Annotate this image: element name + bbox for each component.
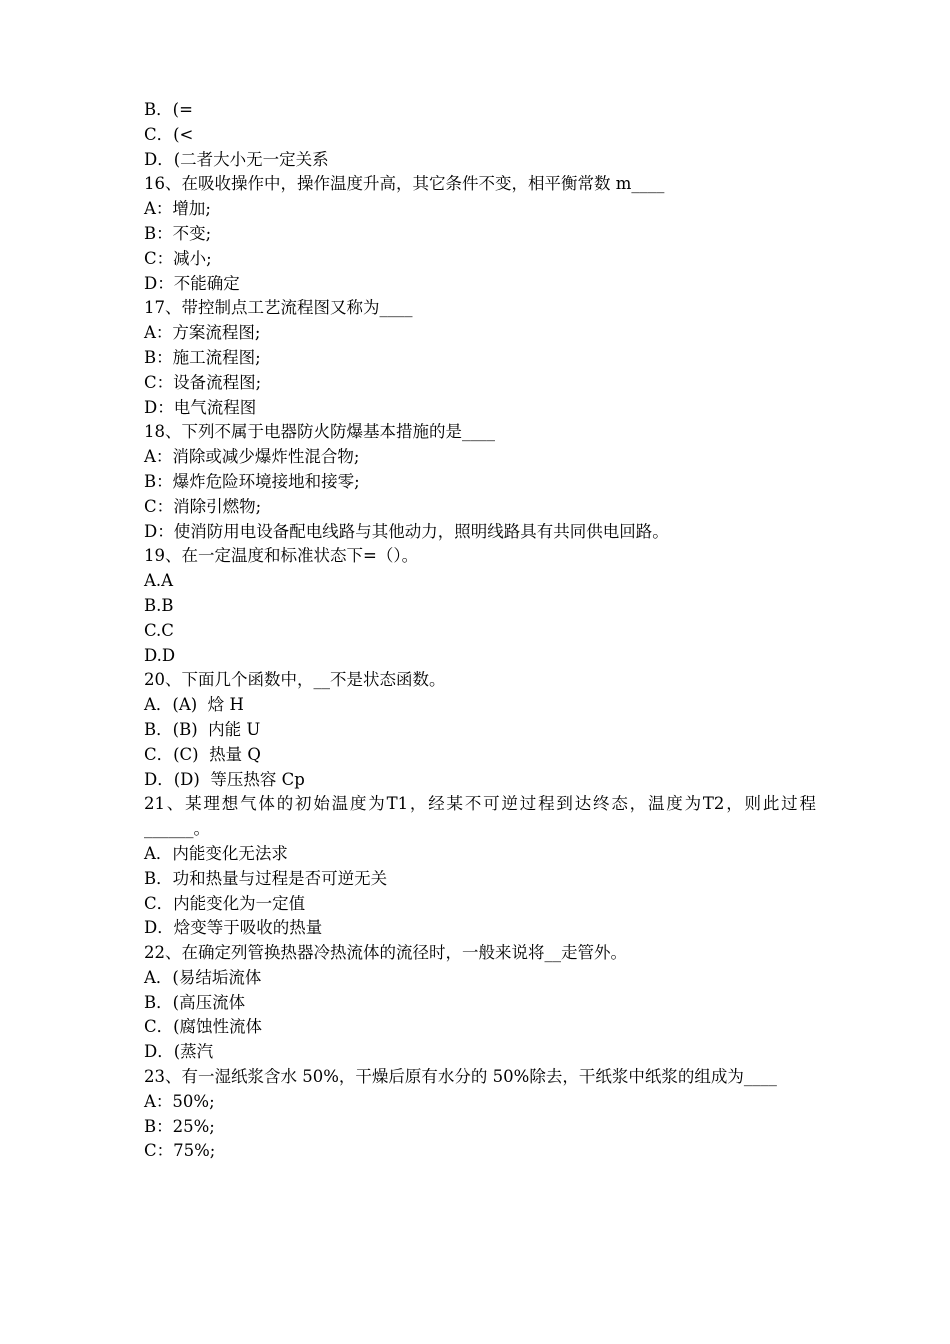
option-b-q15: B．(= — [144, 100, 193, 119]
option-a-q23: A：50%; — [144, 1091, 215, 1111]
option-c-q17: C：设备流程图; — [144, 372, 262, 392]
option-c-q22: C．(腐蚀性流体 — [144, 1017, 263, 1037]
option-b-q17: B：施工流程图; — [144, 347, 261, 367]
question-18: 18、下列不属于电器防火防爆基本措施的是____ — [144, 422, 495, 442]
option-a-q20: A．(A) 焓 H — [144, 695, 244, 715]
option-b-q21: B．功和热量与过程是否可逆无关 — [144, 868, 388, 888]
option-d-q19: D.D — [144, 645, 176, 665]
option-a-q16: A：增加; — [144, 199, 211, 219]
question-16: 16、在吸收操作中，操作温度升高，其它条件不变，相平衡常数 m____ — [144, 174, 665, 194]
question-20: 20、下面几个函数中，__不是状态函数。 — [144, 670, 446, 690]
option-b-q18: B：爆炸危险环境接地和接零; — [144, 471, 360, 491]
option-b-q16: B：不变; — [144, 223, 212, 243]
option-c-q18: C：消除引燃物; — [144, 496, 262, 516]
option-d-q21: D．焓变等于吸收的热量 — [144, 918, 323, 938]
option-c-q20: C．(C) 热量 Q — [144, 744, 261, 764]
question-19: 19、在一定温度和标准状态下=（）。 — [144, 546, 419, 566]
question-17: 17、带控制点工艺流程图又称为____ — [144, 298, 413, 318]
option-d-q17: D：电气流程图 — [144, 397, 257, 417]
option-d-q18: D：使消防用电设备配电线路与其他动力，照明线路具有共同供电回路。 — [144, 521, 669, 541]
document-page — [144, 98, 816, 1164]
option-c-q21: C．内能变化为一定值 — [144, 893, 306, 913]
option-b-q19: B.B — [144, 595, 174, 615]
question-23: 23、有一湿纸浆含水 50%，干燥后原有水分的 50%除去，干纸浆中纸浆的组成为____ — [144, 1067, 777, 1087]
option-a-q17: A：方案流程图; — [144, 323, 261, 343]
option-d-q22: D．(蒸汽 — [144, 1042, 214, 1062]
option-c-q19: C.C — [144, 620, 174, 640]
question-21: 21、某理想气体的初始温度为T1，经某不可逆过程到达终态，温度为T2，则此过程______。 — [144, 794, 816, 839]
option-c-q15: C．(< — [144, 124, 194, 144]
option-c-q16: C：减小; — [144, 248, 212, 268]
option-b-q20: B．(B) 内能 U — [144, 719, 261, 739]
option-a-q18: A：消除或减少爆炸性混合物; — [144, 447, 360, 467]
option-d-q15: D．(二者大小无一定关系 — [144, 149, 329, 169]
option-d-q20: D．(D) 等压热容 Cp — [144, 769, 305, 789]
option-a-q21: A．内能变化无法求 — [144, 843, 288, 863]
option-b-q23: B：25%; — [144, 1116, 215, 1136]
question-22: 22、在确定列管换热器冷热流体的流径时，一般来说将__走管外。 — [144, 943, 627, 963]
option-d-q16: D：不能确定 — [144, 273, 240, 293]
option-a-q19: A.A — [144, 571, 174, 591]
option-b-q22: B．(高压流体 — [144, 992, 246, 1012]
option-c-q23: C：75%; — [144, 1141, 216, 1161]
option-a-q22: A．(易结垢流体 — [144, 967, 262, 987]
